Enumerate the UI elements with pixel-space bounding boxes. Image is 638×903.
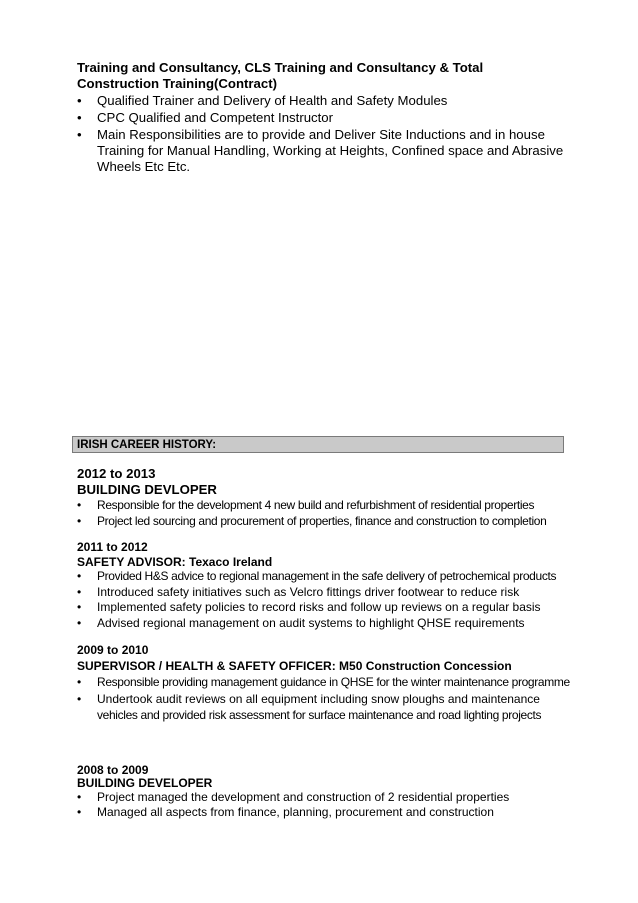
bullet-icon: •: [77, 110, 82, 125]
section-header-bar: [72, 436, 564, 453]
list-item-text: Provided H&S advice to regional management in the safe delivery of petrochemical products: [97, 569, 557, 583]
list-item-text: Responsible for the development 4 new build and refurbishment of residential properties: [97, 498, 535, 512]
bullet-icon: •: [77, 675, 82, 689]
bullet-icon: •: [77, 127, 82, 142]
job-title: SUPERVISOR / HEALTH & SAFETY OFFICER: M50 Construction Concession: [77, 659, 512, 673]
bullet-icon: •: [77, 514, 82, 528]
job-title: SAFETY ADVISOR: Texaco Ireland: [77, 555, 273, 569]
list-item-text: CPC Qualified and Competent Instructor: [97, 110, 334, 125]
bullet-icon: •: [77, 600, 82, 614]
bullet-icon: •: [77, 790, 82, 804]
bullet-icon: •: [77, 93, 82, 108]
list-item-text: Advised regional management on audit systems to highlight QHSE requirements: [97, 616, 525, 630]
list-item-text: Qualified Trainer and Delivery of Health and Safety Modules: [97, 93, 448, 108]
bullet-icon: •: [77, 585, 82, 599]
job-title: BUILDING DEVELOPER: [77, 776, 213, 790]
bullet-icon: •: [77, 616, 82, 630]
job-title: BUILDING DEVLOPER: [77, 482, 217, 497]
section-header: IRISH CAREER HISTORY:: [77, 439, 217, 451]
bullet-icon: •: [77, 498, 82, 512]
list-item-text: Implemented safety policies to record risks and follow up reviews on a regular basis: [97, 600, 541, 614]
job-period: 2009 to 2010: [77, 643, 149, 657]
list-item-continuation: Training for Manual Handling, Working at Heights, Confined space and Abrasive: [97, 143, 564, 158]
list-item-text: Responsible providing management guidance in QHSE for the winter maintenance programme: [97, 675, 570, 689]
top-title-line1: Training and Consultancy, CLS Training and Consultancy & Total: [77, 60, 484, 75]
job-period: 2012 to 2013: [77, 466, 156, 481]
list-item-text: Project managed the development and construction of 2 residential properties: [97, 790, 510, 804]
list-item-text: Undertook audit reviews on all equipment including snow ploughs and maintenance: [97, 692, 540, 706]
list-item-continuation: Wheels Etc Etc.: [97, 159, 191, 174]
bullet-icon: •: [77, 569, 82, 583]
list-item-text: Managed all aspects from finance, planning, procurement and construction: [97, 805, 494, 819]
bullet-icon: •: [77, 692, 82, 706]
job-period: 2011 to 2012: [77, 540, 148, 554]
list-item-text: Project led sourcing and procurement of properties, finance and construction to completion: [97, 514, 547, 528]
top-title-line2: Construction Training(Contract): [77, 76, 278, 91]
list-item-text: Introduced safety initiatives such as Velcro fittings driver footwear to reduce risk: [97, 585, 520, 599]
list-item-continuation: vehicles and provided risk assessment for surface maintenance and road lighting projects: [97, 708, 542, 722]
job-period: 2008 to 2009: [77, 763, 149, 777]
list-item-text: Main Responsibilities are to provide and Deliver Site Inductions and in house: [97, 127, 545, 142]
bullet-icon: •: [77, 805, 82, 819]
